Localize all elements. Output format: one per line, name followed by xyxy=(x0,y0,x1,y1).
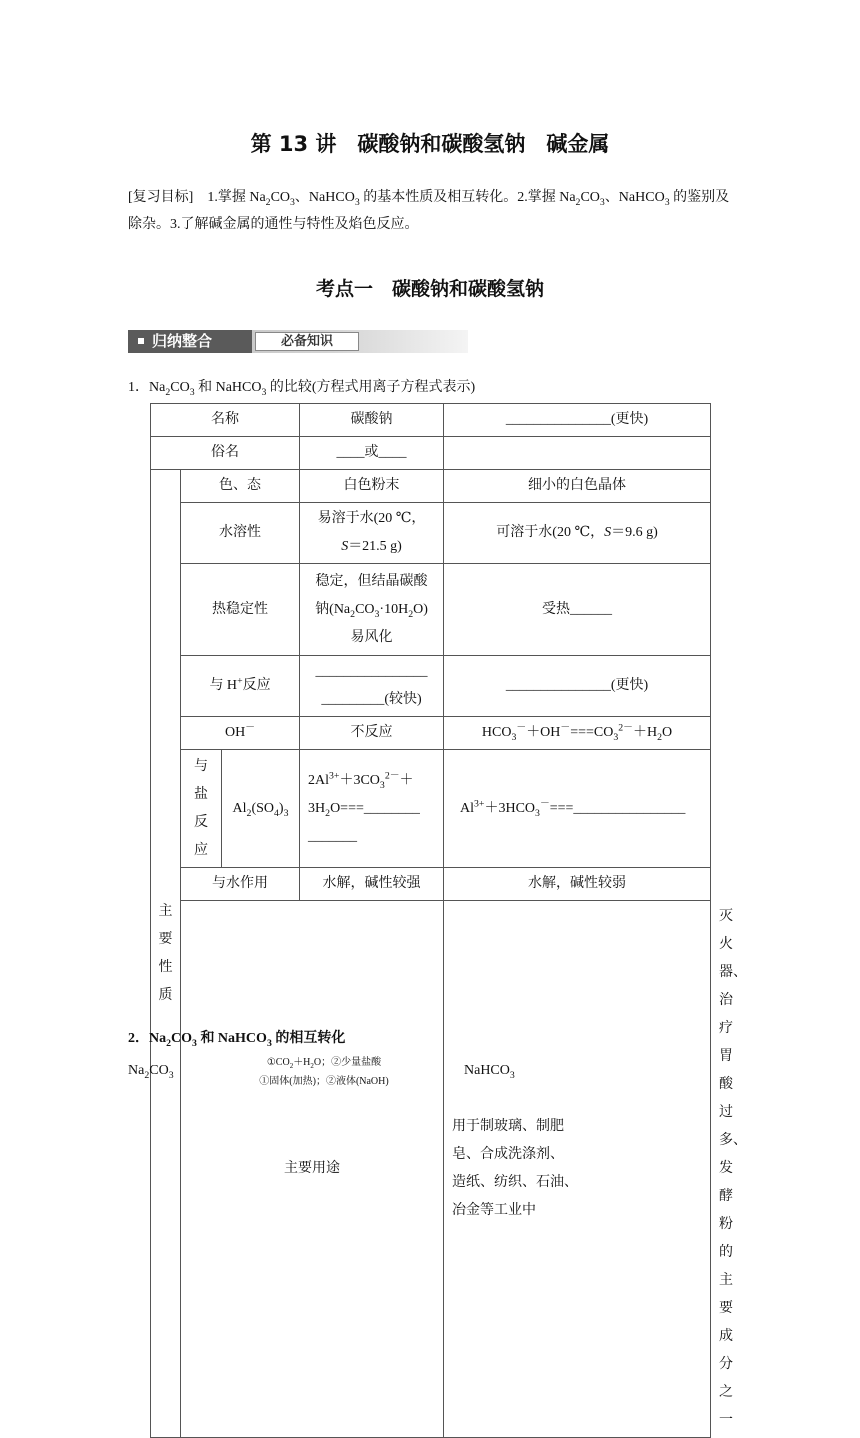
item-2-heading: 2．$Na_2CO_3$ 和 NaHCO$_3$ 的相互转化 xyxy=(128,1031,346,1049)
forward-condition: $①CO_2+H_2O$；②少量盐酸 xyxy=(266,1057,382,1070)
table-row-thermal-stability: 热稳定性 稳定，但结晶碳酸 钠$(Na_2CO_3\cdot 10H_2O)$ 易风化 受热______ xyxy=(151,564,711,656)
common-name-blanks: ____或____ xyxy=(300,437,444,470)
square-bullet-icon xyxy=(138,338,144,344)
review-objectives: [复习目标] 1.掌握 $Na_2CO_3$、NaHCO$_3$ 的基本性质及相互转化。2.掌握 $Na_2CO_3$、NaHCO$_3$ 的鉴别及除杂。3.了解碱金属的通性与特性及焰色反应。 xyxy=(128,190,730,232)
na2co3-label: $Na_2CO_3$ xyxy=(128,1063,174,1081)
banner-left: 归纳整合 xyxy=(128,330,252,353)
nahco3-label: NaHCO$_3$ xyxy=(464,1063,515,1081)
table-row-header xyxy=(151,404,711,437)
table-row-water: 与水作用 水解，碱性较强 水解，碱性较弱 xyxy=(151,868,711,901)
table-row-solubility: 水溶性 易溶于水(20 ℃， S＝21.5 g) 可溶于水(20 ℃，S＝9.6 g) xyxy=(151,503,711,564)
item-1-heading: 1．$Na_2CO_3$ 和 NaHCO$_3$ 的比较(方程式用离子方程式表示) xyxy=(128,380,476,398)
section-banner xyxy=(128,330,468,353)
table-row-uses: 主要用途 用于制玻璃、制肥 皂、合成洗涤剂、 造纸、纺织、石油、 冶金等工业中 灭火器、治疗胃酸过多、发酵粉的主 要成分之一 xyxy=(151,901,711,1438)
banner-right: 必备知识 xyxy=(255,332,359,351)
reverse-condition: ①固体(加热)；②液体(NaOH) xyxy=(259,1076,389,1087)
section-title: 考点一 碳酸钠和碳酸氢钠 xyxy=(315,278,544,300)
header-name: 名称 xyxy=(151,404,300,437)
objectives-label: [复习目标] xyxy=(128,190,194,205)
comparison-table xyxy=(150,403,748,1438)
header-nahco3: _______________(更快) xyxy=(444,404,711,437)
conversion-diagram xyxy=(128,1055,548,1095)
page-title: 第 13 讲 碳酸钠和碳酸氢钠 碱金属 xyxy=(250,132,610,156)
table-row-hydroxide: OH－ 不反应 $HCO_3^-+OH^-===CO_3^{2-}+H_2O$ xyxy=(151,717,711,750)
table-row-acid-reaction: 与 H+反应 ________________ _________(较快) _______________(更快) xyxy=(151,656,711,717)
main-properties-label: 主 要 性 质 xyxy=(151,470,181,1438)
table-row-salt-reaction: 与 盐 反 应 $Al_2(SO_4)_3$ $2Al^{3+}+3CO_3^{2-}+$ $3H_2O===\_\_\_\_\_\_\_\_$ _______ $Al^{3+}+3HCO_3^-===\_\_\_\_\_\_\_\_\_\_\_\_\_\_\_\_$ xyxy=(151,750,711,868)
salt-reaction-label: 与 盐 反 应 xyxy=(181,750,222,868)
table-row-common-name: 俗名 ____或____ xyxy=(151,437,711,470)
table-row-color: 主 要 性 质 色、态 白色粉末 细小的白色晶体 xyxy=(151,470,711,503)
header-na2co3: 碳酸钠 xyxy=(300,404,444,437)
